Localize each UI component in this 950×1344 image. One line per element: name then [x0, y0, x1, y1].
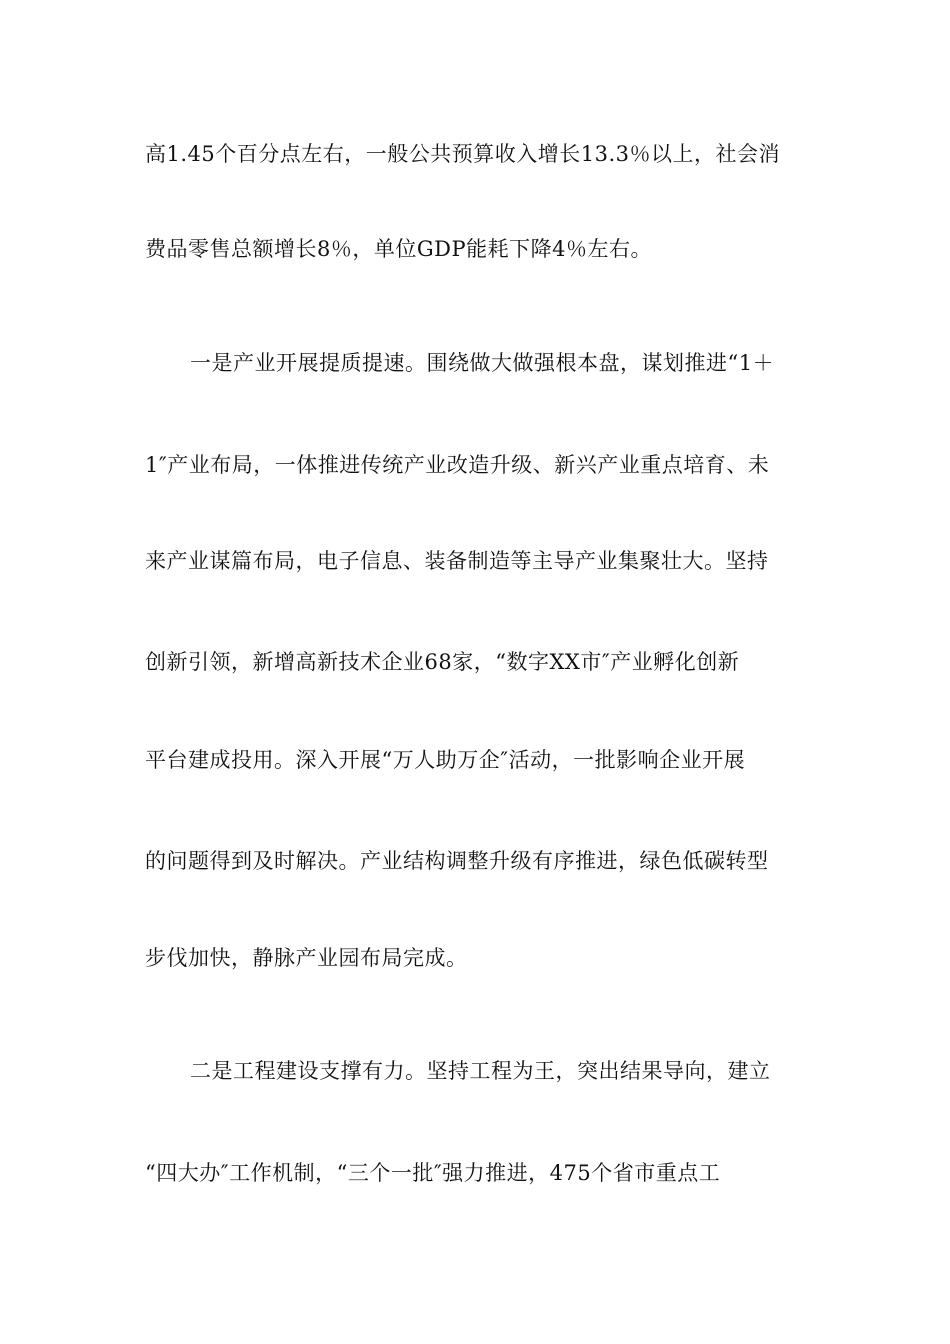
text-line: 创新引领，新增高新技术企业68家，“数字XX市″产业孵化创新: [145, 650, 740, 674]
text-line: 平台建成投用。深入开展“万人助万企″活动，一批影响企业开展: [145, 748, 746, 772]
text-line: 1″产业布局，一体推进传统产业改造升级、新兴产业重点培育、未: [145, 453, 770, 477]
paragraph-start-line: 二是工程建设支撑有力。坚持工程为王，突出结果导向，建立: [190, 1059, 771, 1083]
text-line: 高1.45个百分点左右，一般公共预算收入增长13.3％以上，社会消: [145, 142, 781, 166]
text-line: 来产业谋篇布局，电子信息、装备制造等主导产业集聚壮大。坚持: [145, 549, 769, 573]
text-line: 步伐加快，静脉产业园布局完成。: [145, 946, 468, 970]
text-line: 费品零售总额增长8％，单位GDP能耗下降4％左右。: [145, 237, 652, 261]
paragraph-start-line: 一是产业开展提质提速。围绕做大做强根本盘，谋划推进“1＋: [190, 351, 775, 375]
text-line: 的问题得到及时解决。产业结构调整升级有序推进，绿色低碳转型: [145, 849, 769, 873]
text-line: “四大办″工作机制，“三个一批″强力推进，475个省市重点工: [145, 1161, 721, 1185]
